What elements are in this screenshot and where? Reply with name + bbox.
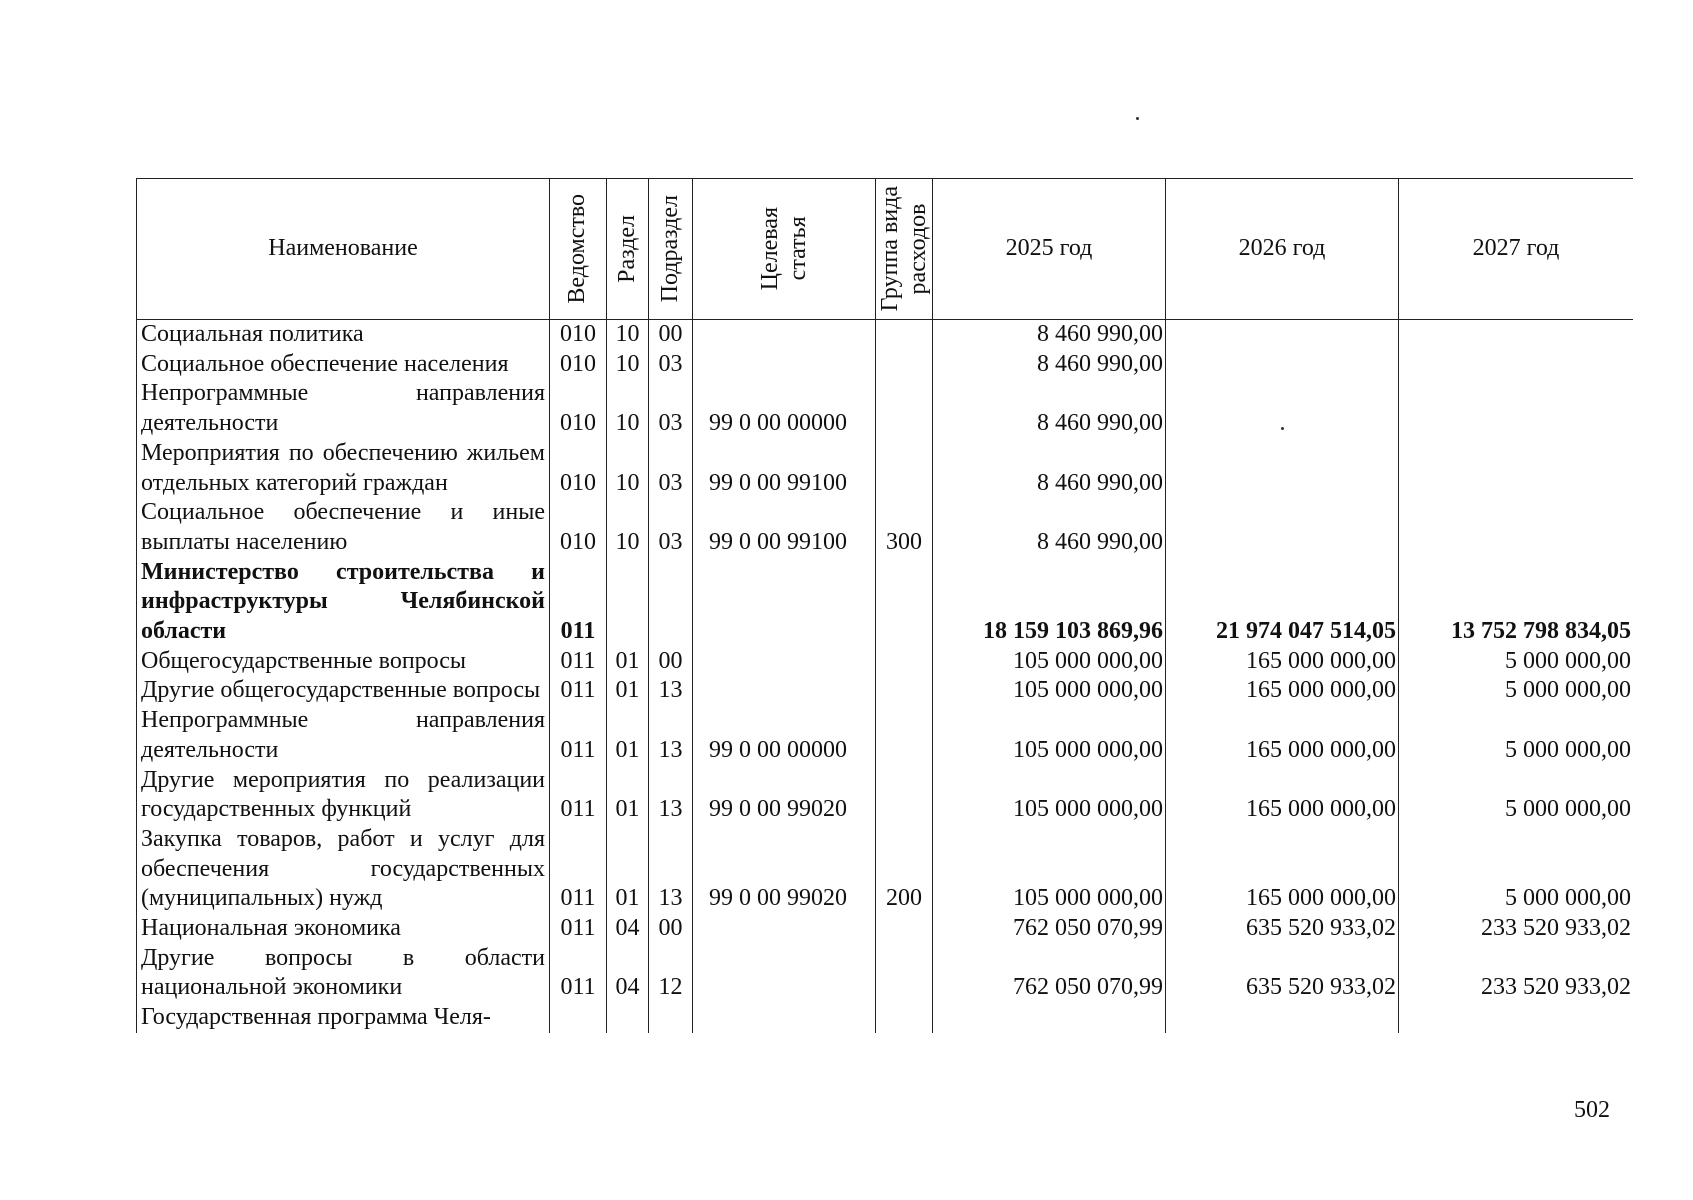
row-name: Национальная экономика	[137, 914, 550, 944]
table-row	[137, 350, 1634, 380]
row-amount-2026: 165 000 000,00	[1166, 647, 1399, 677]
table-row	[137, 647, 1634, 677]
row-section: 01	[607, 825, 649, 914]
row-dept: 010	[550, 379, 607, 438]
row-expense-group	[876, 676, 933, 706]
header-2027: 2027 год	[1399, 179, 1634, 320]
row-expense-group: 200	[876, 825, 933, 914]
row-target: 99 0 00 99020	[693, 766, 876, 825]
budget-table	[136, 178, 1633, 1033]
row-target: 99 0 00 99100	[693, 498, 876, 557]
row-dept: 010	[550, 350, 607, 380]
table-row	[137, 379, 1634, 438]
page-number: 502	[1574, 1097, 1610, 1123]
row-name: Закупка товаров, работ и услуг для обеспечения государственных (муниципальных) нужд	[137, 825, 550, 914]
row-amount-2027	[1399, 1003, 1634, 1033]
header-target: Целевая статья	[693, 179, 876, 320]
row-subsection	[649, 1003, 693, 1033]
table-body	[137, 320, 1634, 1033]
header-section: Раздел	[607, 179, 649, 320]
row-subsection: 03	[649, 350, 693, 380]
row-expense-group	[876, 320, 933, 350]
row-subsection: 12	[649, 944, 693, 1003]
row-expense-group: 300	[876, 498, 933, 557]
row-section: 04	[607, 914, 649, 944]
row-expense-group	[876, 706, 933, 765]
row-amount-2027	[1399, 498, 1634, 557]
row-amount-2026: 635 520 933,02	[1166, 944, 1399, 1003]
row-target: 99 0 00 00000	[693, 706, 876, 765]
row-name: Мероприятия по обеспечению жильем отдельных категорий граждан	[137, 439, 550, 498]
header-name: Наименование	[137, 179, 550, 320]
row-name: Другие вопросы в области национальной экономики	[137, 944, 550, 1003]
row-amount-2027: 233 520 933,02	[1399, 914, 1634, 944]
row-name: Другие общегосударственные вопросы	[137, 676, 550, 706]
row-dept: 011	[550, 647, 607, 677]
row-dept: 011	[550, 558, 607, 647]
row-section: 01	[607, 766, 649, 825]
row-section: 10	[607, 320, 649, 350]
row-dept: 011	[550, 676, 607, 706]
row-amount-2026	[1166, 379, 1399, 438]
row-amount-2027: 5 000 000,00	[1399, 676, 1634, 706]
row-amount-2026: 165 000 000,00	[1166, 766, 1399, 825]
row-target: 99 0 00 00000	[693, 379, 876, 438]
table-row	[137, 558, 1634, 647]
row-amount-2027: 5 000 000,00	[1399, 706, 1634, 765]
row-expense-group	[876, 558, 933, 647]
row-target	[693, 914, 876, 944]
row-amount-2026: 165 000 000,00	[1166, 706, 1399, 765]
row-target	[693, 944, 876, 1003]
table-row	[137, 439, 1634, 498]
row-dept: 010	[550, 498, 607, 557]
row-expense-group	[876, 1003, 933, 1033]
row-dept: 011	[550, 766, 607, 825]
row-subsection: 13	[649, 766, 693, 825]
row-section	[607, 1003, 649, 1033]
row-amount-2026: 165 000 000,00	[1166, 676, 1399, 706]
row-amount-2025: 8 460 990,00	[933, 350, 1166, 380]
row-amount-2025: 105 000 000,00	[933, 676, 1166, 706]
row-target	[693, 1003, 876, 1033]
row-section	[607, 558, 649, 647]
row-amount-2027: 5 000 000,00	[1399, 825, 1634, 914]
row-name: Социальная политика	[137, 320, 550, 350]
row-subsection: 13	[649, 676, 693, 706]
row-name: Общегосударственные вопросы	[137, 647, 550, 677]
row-target: 99 0 00 99100	[693, 439, 876, 498]
row-name: Социальное обеспечение и иные выплаты населению	[137, 498, 550, 557]
table-row	[137, 1003, 1634, 1033]
row-amount-2027: 5 000 000,00	[1399, 766, 1634, 825]
row-expense-group	[876, 647, 933, 677]
row-section: 01	[607, 676, 649, 706]
row-expense-group	[876, 766, 933, 825]
table-row	[137, 766, 1634, 825]
row-name: Непрограммные направления деятельности	[137, 379, 550, 438]
row-subsection: 03	[649, 498, 693, 557]
header-2025: 2025 год	[933, 179, 1166, 320]
row-dept: 011	[550, 706, 607, 765]
row-amount-2027	[1399, 320, 1634, 350]
row-amount-2025: 105 000 000,00	[933, 825, 1166, 914]
header-subsection: Подраздел	[649, 179, 693, 320]
row-amount-2027: 5 000 000,00	[1399, 647, 1634, 677]
row-subsection: 13	[649, 825, 693, 914]
row-amount-2027	[1399, 439, 1634, 498]
header-2026: 2026 год	[1166, 179, 1399, 320]
table-row	[137, 825, 1634, 914]
row-amount-2026	[1166, 1003, 1399, 1033]
table-row	[137, 944, 1634, 1003]
row-section: 10	[607, 498, 649, 557]
row-amount-2025: 8 460 990,00	[933, 320, 1166, 350]
row-section: 01	[607, 647, 649, 677]
row-name: Государственная программа Челя-	[137, 1003, 550, 1033]
row-section: 10	[607, 439, 649, 498]
scan-speck	[1136, 117, 1139, 120]
row-dept: 011	[550, 914, 607, 944]
row-section: 10	[607, 379, 649, 438]
row-amount-2025: 762 050 070,99	[933, 914, 1166, 944]
row-subsection: 03	[649, 439, 693, 498]
table-row	[137, 498, 1634, 557]
table-row	[137, 914, 1634, 944]
row-expense-group	[876, 379, 933, 438]
row-subsection: 13	[649, 706, 693, 765]
row-name: Министерство строительства и инфраструктуры Челябинской области	[137, 558, 550, 647]
row-section: 10	[607, 350, 649, 380]
row-section: 01	[607, 706, 649, 765]
row-name: Социальное обеспечение населения	[137, 350, 550, 380]
row-amount-2025: 8 460 990,00	[933, 439, 1166, 498]
row-subsection	[649, 558, 693, 647]
row-amount-2025: 18 159 103 869,96	[933, 558, 1166, 647]
table-row	[137, 706, 1634, 765]
row-amount-2027	[1399, 379, 1634, 438]
row-amount-2026: 165 000 000,00	[1166, 825, 1399, 914]
row-dept: 010	[550, 439, 607, 498]
row-amount-2025: 762 050 070,99	[933, 944, 1166, 1003]
row-subsection: 00	[649, 647, 693, 677]
row-amount-2026	[1166, 439, 1399, 498]
row-expense-group	[876, 944, 933, 1003]
row-amount-2026: 635 520 933,02	[1166, 914, 1399, 944]
row-expense-group	[876, 439, 933, 498]
row-expense-group	[876, 350, 933, 380]
row-dept	[550, 1003, 607, 1033]
row-amount-2025: 105 000 000,00	[933, 706, 1166, 765]
row-amount-2025	[933, 1003, 1166, 1033]
row-subsection: 00	[649, 320, 693, 350]
row-expense-group	[876, 914, 933, 944]
row-name: Непрограммные направления деятельности	[137, 706, 550, 765]
row-dept: 011	[550, 825, 607, 914]
row-amount-2027	[1399, 350, 1634, 380]
row-amount-2026: 21 974 047 514,05	[1166, 558, 1399, 647]
row-section: 04	[607, 944, 649, 1003]
row-subsection: 03	[649, 379, 693, 438]
row-amount-2025: 105 000 000,00	[933, 766, 1166, 825]
row-target	[693, 350, 876, 380]
row-target	[693, 558, 876, 647]
row-amount-2025: 8 460 990,00	[933, 498, 1166, 557]
row-amount-2026	[1166, 320, 1399, 350]
row-amount-2025: 8 460 990,00	[933, 379, 1166, 438]
table-row	[137, 676, 1634, 706]
row-target: 99 0 00 99020	[693, 825, 876, 914]
row-target	[693, 676, 876, 706]
row-dept: 010	[550, 320, 607, 350]
row-amount-2027: 13 752 798 834,05	[1399, 558, 1634, 647]
row-target	[693, 320, 876, 350]
row-name: Другие мероприятия по реализации государственных функций	[137, 766, 550, 825]
row-amount-2026	[1166, 498, 1399, 557]
header-expense-group: Группа вида расходов	[876, 179, 933, 320]
row-subsection: 00	[649, 914, 693, 944]
row-target	[693, 647, 876, 677]
budget-table-container	[136, 178, 1633, 1091]
row-amount-2026	[1166, 350, 1399, 380]
row-amount-2025: 105 000 000,00	[933, 647, 1166, 677]
header-dept: Ведомство	[550, 179, 607, 320]
table-row	[137, 320, 1634, 350]
row-dept: 011	[550, 944, 607, 1003]
row-amount-2027: 233 520 933,02	[1399, 944, 1634, 1003]
table-header	[137, 179, 1634, 320]
